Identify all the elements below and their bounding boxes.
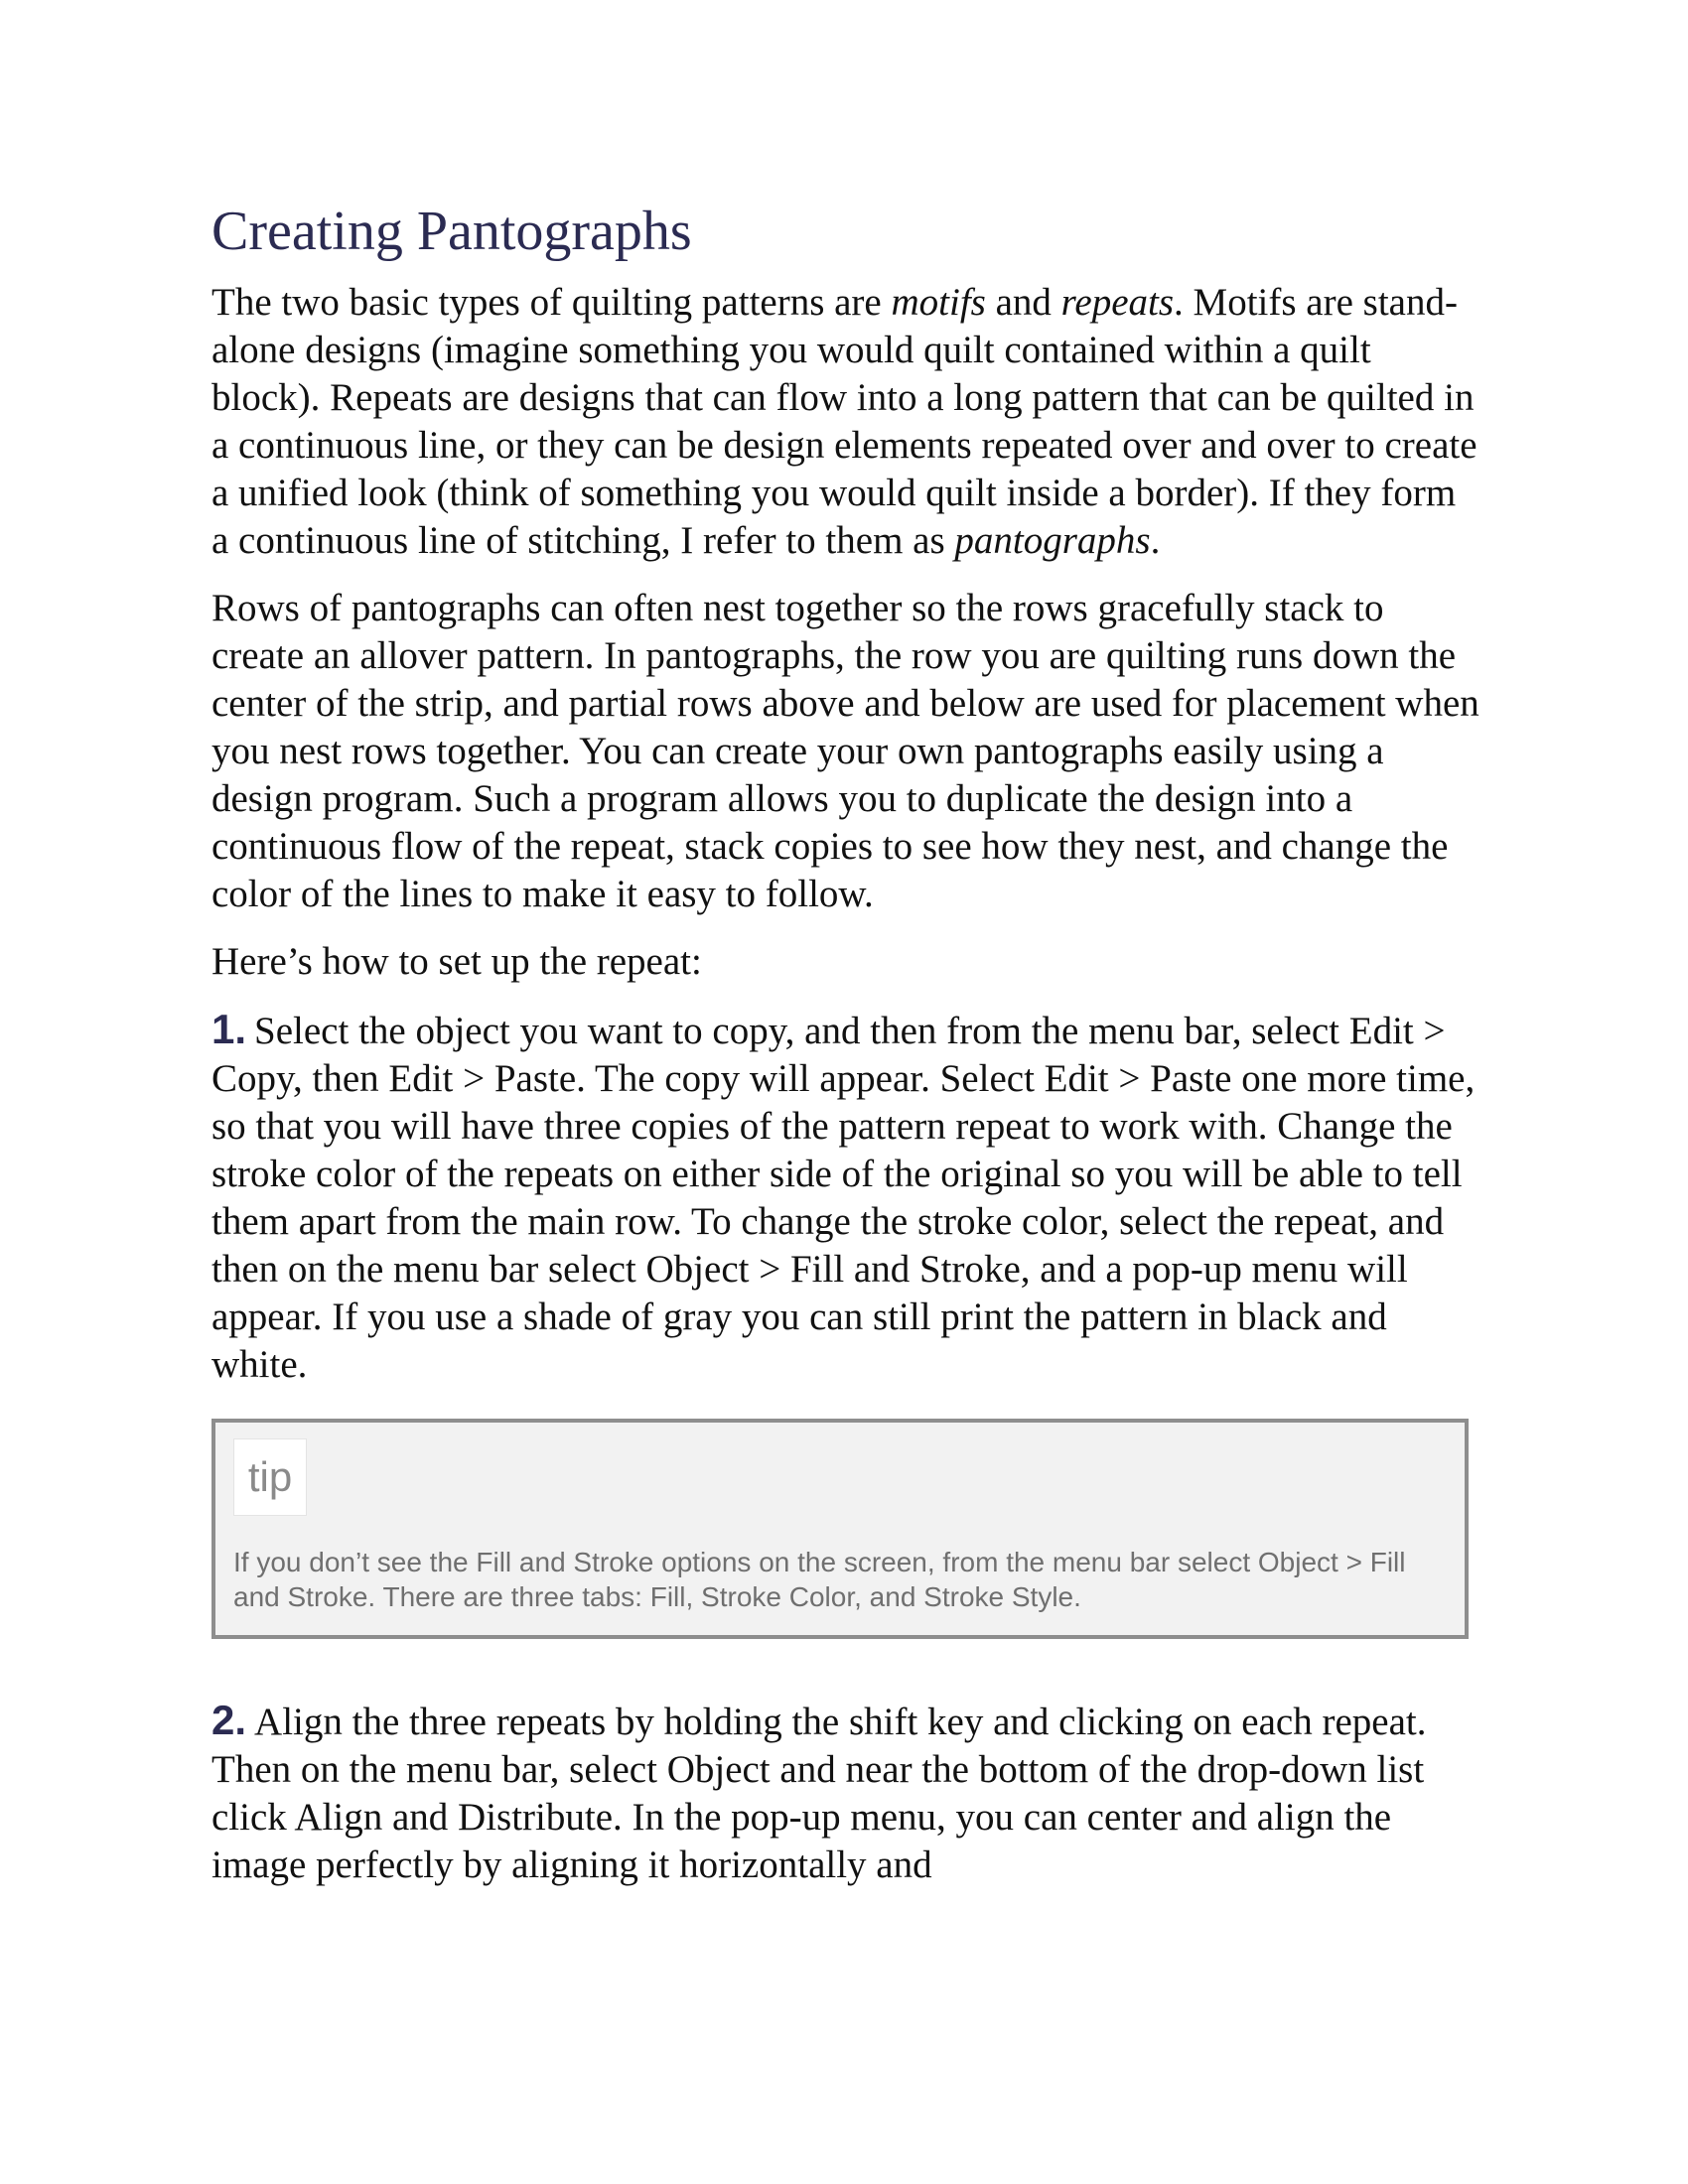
intro-text-1: The two basic types of quilting patterns are — [211, 281, 892, 325]
intro-text-3: . Motifs are stand-alone designs (imagine something you would quilt contained within a quilt block). Repeats are designs that can flow into a long pattern that can be quilted in a continuous line, or they can be design elements repeated over and over to create a unified look (think of something you would quilt inside a border). If they form a continuous line of stitching, I refer to them as — [211, 281, 1477, 563]
page-title: Creating Pantographs — [211, 201, 692, 262]
setup-intro-paragraph: Here’s how to set up the repeat: — [211, 940, 702, 984]
tip-label: tip — [233, 1438, 307, 1516]
pantographs-paragraph: Rows of pantographs can often nest together so the rows gracefully stack to create an allover pattern. In pantographs, the row you are quilting runs down the center of the strip, and partial rows above and below are used for placement when you nest rows together. You can create your own pantographs easily using a design program. Such a program allows you to duplicate the design into a continuous flow of the repeat, stack copies to see how they nest, and change the color of the lines to make it easy to follow. — [211, 587, 1479, 916]
step-2-number: 2. — [211, 1697, 247, 1744]
tip-text: If you don’t see the Fill and Stroke options on the screen, from the menu bar select Object > Fill and Stroke. There are three tabs: Fill, Stroke Color, and Stroke Style. — [233, 1547, 1406, 1613]
intro-paragraph — [211, 279, 1482, 565]
step-1-number: 1. — [211, 1006, 247, 1053]
motifs-term: motifs — [891, 281, 986, 325]
intro-text-2: and — [985, 281, 1061, 325]
pantographs-term: pantographs — [954, 519, 1151, 563]
document-page — [211, 199, 1482, 1909]
intro-text-4: . — [1150, 519, 1161, 563]
step-2-text: Align the three repeats by holding the shift key and clicking on each repeat. Then on the menu bar, select Object and near the bottom of the drop-down list click Align and Distribute. In the pop-up menu, you can center and align the image perfectly by aligning it horizontally and — [211, 1701, 1427, 1887]
tip-box — [211, 1419, 1469, 1639]
repeats-term: repeats — [1060, 281, 1175, 325]
step-1 — [211, 1006, 1482, 1389]
step-2 — [211, 1697, 1482, 1889]
step-1-text: Select the object you want to copy, and then from the menu bar, select Edit > Copy, then Edit > Paste. The copy will appear. Select Edit > Paste one more time, so that you will have three copies of the pattern repeat to work with. Change the stroke color of the repeats on either side of the original so you will be able to tell them apart from the main row. To change the stroke color, select the repeat, and then on the menu bar select Object > Fill and Stroke, and a pop-up menu will appear. If you use a shade of gray you can still print the pattern in black and white. — [211, 1010, 1476, 1387]
